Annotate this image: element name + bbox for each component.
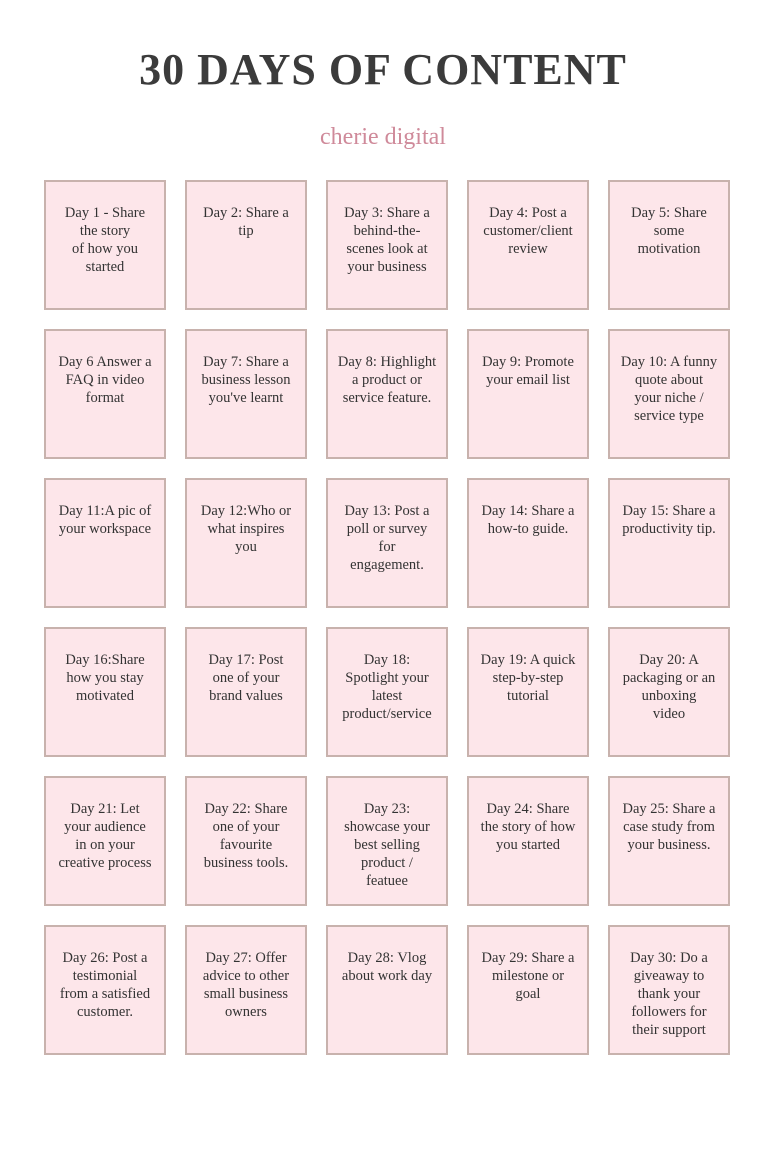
day-card-30	[608, 925, 730, 1055]
day-card-text: Day 17: Post one of your brand values	[208, 652, 284, 704]
day-card-26	[44, 925, 166, 1055]
day-card-7	[185, 329, 307, 459]
day-card-9	[467, 329, 589, 459]
day-card-text: Day 5: Share some motivation	[631, 205, 707, 257]
day-card-4	[467, 180, 589, 310]
day-card-text: Day 21: Let your audience in on your creative process	[58, 801, 152, 871]
day-card-20	[608, 627, 730, 757]
day-card-text: Day 24: Share the story of how you started	[480, 801, 576, 853]
day-card-11	[44, 478, 166, 608]
day-card-text: Day 25: Share a case study from your business.	[622, 801, 716, 853]
brand-name: cherie digital	[320, 124, 446, 150]
day-card-text: Day 27: Offer advice to other small business owners	[202, 950, 290, 1020]
day-card-text: Day 18: Spotlight your latest product/service	[342, 652, 432, 722]
day-card-15	[608, 478, 730, 608]
day-card-2	[185, 180, 307, 310]
day-card-29	[467, 925, 589, 1055]
day-card-17	[185, 627, 307, 757]
day-card-text: Day 14: Share a how-to guide.	[481, 503, 575, 537]
day-card-text: Day 6 Answer a FAQ in video format	[58, 354, 152, 406]
day-card-text: Day 8: Highlight a product or service feature.	[337, 354, 437, 406]
day-card-text: Day 9: Promote your email list	[482, 354, 574, 388]
day-card-text: Day 11:A pic of your workspace	[58, 503, 152, 537]
day-card-text: Day 10: A funny quote about your niche / service type	[620, 354, 718, 424]
day-card-5	[608, 180, 730, 310]
day-card-19	[467, 627, 589, 757]
day-card-6	[44, 329, 166, 459]
day-card-text: Day 1 - Share the story of how you started	[64, 205, 146, 275]
day-card-text: Day 20: A packaging or an unboxing video	[622, 652, 716, 722]
day-card-8	[326, 329, 448, 459]
day-card-text: Day 23: showcase your best selling product / featuee	[344, 801, 430, 889]
day-card-text: Day 2: Share a tip	[203, 205, 289, 239]
day-card-text: Day 19: A quick step-by-step tutorial	[480, 652, 576, 704]
day-card-22	[185, 776, 307, 906]
day-card-text: Day 4: Post a customer/client review	[483, 205, 573, 257]
day-card-text: Day 28: Vlog about work day	[341, 950, 433, 984]
day-card-13	[326, 478, 448, 608]
day-card-24	[467, 776, 589, 906]
day-card-text: Day 30: Do a giveaway to thank your followers for their support	[630, 950, 708, 1038]
day-card-text: Day 15: Share a productivity tip.	[622, 503, 716, 537]
day-card-1	[44, 180, 166, 310]
day-card-25	[608, 776, 730, 906]
day-card-21	[44, 776, 166, 906]
page-title: 30 DAYS OF CONTENT	[139, 45, 627, 94]
day-card-27	[185, 925, 307, 1055]
day-card-18	[326, 627, 448, 757]
day-card-16	[44, 627, 166, 757]
day-card-10	[608, 329, 730, 459]
day-card-12	[185, 478, 307, 608]
day-card-text: Day 13: Post a poll or survey for engagement.	[344, 503, 430, 573]
day-card-text: Day 12:Who or what inspires you	[200, 503, 292, 555]
day-card-text: Day 16:Share how you stay motivated	[65, 652, 145, 704]
day-card-3	[326, 180, 448, 310]
day-card-text: Day 26: Post a testimonial from a satisfied customer.	[59, 950, 151, 1020]
day-card-text: Day 22: Share one of your favourite business tools.	[203, 801, 289, 871]
day-card-text: Day 7: Share a business lesson you've learnt	[201, 354, 291, 406]
day-card-text: Day 3: Share a behind-the- scenes look at your business	[344, 205, 430, 275]
day-card-text: Day 29: Share a milestone or goal	[481, 950, 575, 1002]
day-card-28	[326, 925, 448, 1055]
content-calendar-grid	[44, 180, 732, 1055]
day-card-23	[326, 776, 448, 906]
day-card-14	[467, 478, 589, 608]
